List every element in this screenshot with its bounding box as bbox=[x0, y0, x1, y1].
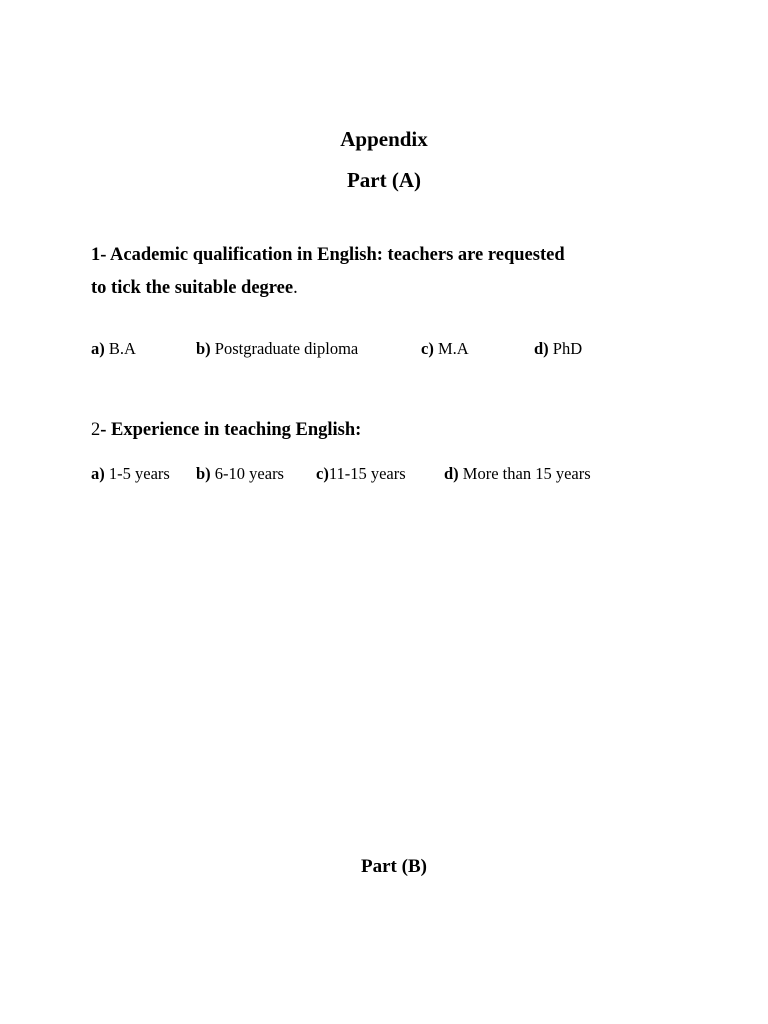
question-2-text: - Experience in teaching English: bbox=[100, 420, 362, 440]
q1-option-b-letter: b) bbox=[196, 339, 211, 358]
appendix-title: Appendix bbox=[340, 127, 428, 151]
q2-option-b-letter: b) bbox=[196, 464, 211, 483]
q1-option-a bbox=[91, 339, 136, 359]
q2-option-c bbox=[316, 464, 406, 484]
q2-option-b-text: 6-10 years bbox=[210, 464, 284, 483]
q2-option-b bbox=[196, 464, 284, 484]
q1-option-b bbox=[196, 339, 358, 359]
q1-option-a-text: B.A bbox=[104, 339, 136, 358]
q2-option-d-text: More than 15 years bbox=[458, 464, 591, 483]
q1-option-d bbox=[534, 339, 582, 359]
q1-option-c-text: M.A bbox=[433, 339, 469, 358]
q1-option-c-letter: c) bbox=[421, 339, 434, 358]
q2-option-a-text: 1-5 years bbox=[104, 464, 170, 483]
q2-option-c-letter: c) bbox=[316, 464, 329, 483]
question-1-period: . bbox=[293, 278, 298, 298]
q1-option-c bbox=[421, 339, 469, 359]
q2-option-a-letter: a) bbox=[91, 464, 105, 483]
q2-option-c-text: 11-15 years bbox=[328, 464, 406, 483]
q2-option-d-letter: d) bbox=[444, 464, 459, 483]
part-b-heading: Part (B) bbox=[361, 856, 427, 877]
q2-option-a bbox=[91, 464, 170, 484]
question-1-line-2-text: to tick the suitable degree bbox=[91, 278, 294, 298]
q1-option-a-letter: a) bbox=[91, 339, 105, 358]
question-1-line-1: 1- Academic qualification in English: teachers are requested bbox=[91, 245, 565, 265]
q1-option-b-text: Postgraduate diploma bbox=[210, 339, 359, 358]
q2-option-d bbox=[444, 464, 591, 484]
question-1-line-2 bbox=[91, 278, 298, 299]
question-2 bbox=[91, 420, 361, 441]
question-2-number: 2 bbox=[91, 420, 101, 440]
part-a-heading: Part (A) bbox=[346, 168, 422, 192]
q1-option-d-letter: d) bbox=[534, 339, 549, 358]
q1-option-d-text: PhD bbox=[548, 339, 583, 358]
